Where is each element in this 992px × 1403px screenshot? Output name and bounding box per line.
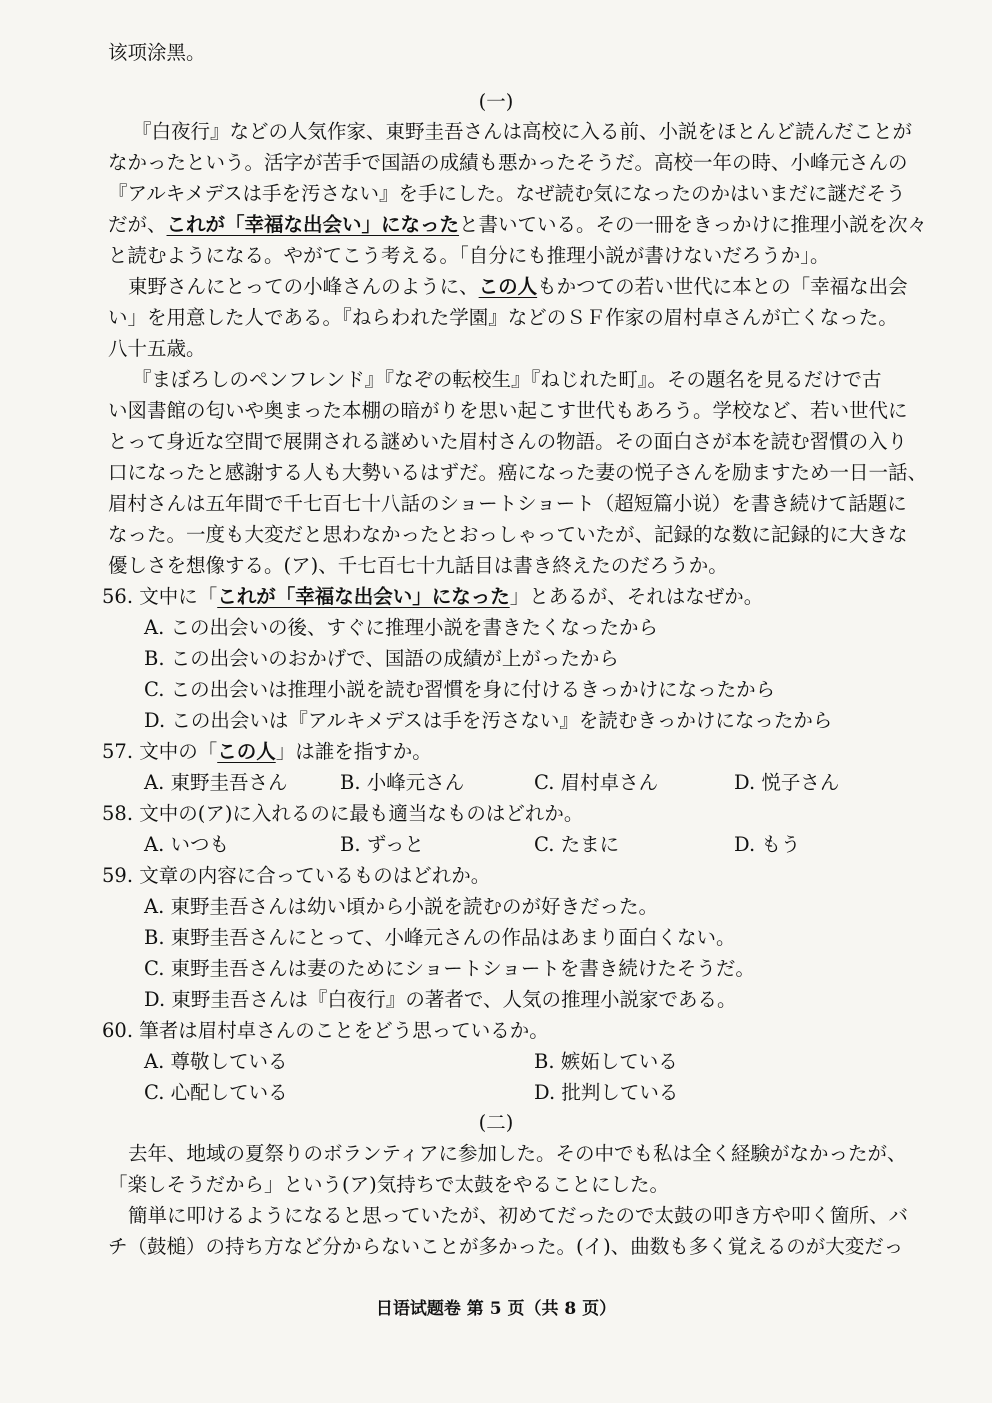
previous-page-fragment: 该项涂黑。 [108, 41, 206, 64]
option-b: B. ずっと [340, 833, 425, 856]
option-b: B. 嫉妬している [534, 1050, 678, 1073]
passage-line: 口になったと感謝する人も大勢いるはずだ。癌になった妻の悦子さんを励ますため一日一話、 [108, 461, 928, 484]
passage-line: なった。一度も大変だと思わなかったとおっしゃっていたが、記録的な数に記録的に大きな [108, 523, 908, 546]
option-b: B. 小峰元さん [340, 771, 465, 794]
passage-line: チ（鼓槌）の持ち方など分からないことが多かった。(イ)、曲数も多く覚えるのが大変だっ [108, 1235, 904, 1258]
question-stem: 60. 筆者は眉村卓さんのことをどう思っているか。 [102, 1019, 549, 1042]
section-heading-2: (二) [478, 1111, 514, 1134]
option-d: D. 悦子さん [734, 771, 840, 794]
passage-line: なかったという。活字が苦手で国語の成績も悪かったそうだ。高校一年の時、小峰元さんの [108, 151, 908, 174]
passage-line: 簡単に叩けるようになると思っていたが、初めてだったので太鼓の叩き方や叩く箇所、バ [128, 1204, 909, 1227]
passage-line: 八十五歳。 [108, 337, 206, 360]
option-a: A. 東野圭吾さん [144, 771, 288, 794]
question-stem: 58. 文中の(ア)に入れるのに最も適当なものはどれか。 [102, 802, 584, 825]
passage-line: 去年、地域の夏祭りのボランティアに参加した。その中でも私は全く経験がなかったが、 [128, 1142, 907, 1165]
passage-line: 優しさを想像する。(ア)、千七百七十九話目は書き終えたのだろうか。 [108, 554, 728, 577]
passage-line [108, 210, 928, 240]
option-c: C. この出会いは推理小説を読む習慣を身に付けるきっかけになったから [144, 678, 776, 701]
option-b: B. この出会いのおかげで、国語の成績が上がったから [144, 647, 619, 670]
passage-text: と書いている。その一冊をきっかけに推理小説を次々 [459, 213, 928, 236]
option-c: C. 東野圭吾さんは妻のためにショートショートを書き続けたそうだ。 [144, 957, 755, 980]
option-d: D. 批判している [534, 1081, 679, 1104]
option-a: A. 東野圭吾さんは幼い頃から小説を読むのが好きだった。 [144, 895, 658, 918]
question-stem: 59. 文章の内容に合っているものはどれか。 [102, 864, 491, 887]
quoted-phrase: これが「幸福な出会い」になった [217, 585, 510, 608]
option-b: B. 東野圭吾さんにとって、小峰元さんの作品はあまり面白くない。 [144, 926, 736, 949]
question-text: 56. 文中に「 [102, 585, 218, 608]
passage-line: 『まぼろしのペンフレンド』『なぞの転校生』『ねじれた町』。その題名を見るだけで古 [132, 368, 882, 391]
quoted-phrase: この人 [217, 740, 276, 763]
option-a: A. この出会いの後、すぐに推理小説を書きたくなったから [144, 616, 658, 639]
passage-line: い図書館の匂いや奥まった本棚の暗がりを思い起こす世代もあろう。学校など、若い世代に [108, 399, 908, 422]
option-d: D. この出会いは『アルキメデスは手を汚さない』を読むきっかけになったから [144, 709, 833, 732]
passage-line: い」を用意した人である。『ねらわれた学園』などのＳＦ作家の眉村卓さんが亡くなった。 [108, 306, 898, 329]
question-text: 」とあるが、それはなぜか。 [509, 585, 764, 608]
underlined-phrase-57: この人 [478, 275, 538, 298]
passage-line: 『白夜行』などの人気作家、東野圭吾さんは高校に入る前、小説をほとんど読んだことが [132, 120, 913, 143]
passage-line: 『アルキメデスは手を汚さない』を手にした。なぜ読む気になったのかはいまだに謎だそう [108, 182, 906, 205]
option-a: A. 尊敬している [144, 1050, 288, 1073]
question-text: 」は誰を指すか。 [275, 740, 432, 763]
option-d: D. 東野圭吾さんは『白夜行』の著者で、人気の推理小説家である。 [144, 988, 737, 1011]
passage-text: 東野さんにとっての小峰さんのように、 [128, 275, 479, 298]
passage-line: とって身近な空間で展開される謎めいた眉村さんの物語。その面白さが本を読む習慣の入り [108, 430, 908, 453]
passage-line [128, 272, 914, 302]
passage-text: もかつての若い世代に本との「幸福な出会 [537, 275, 908, 298]
option-c: C. 心配している [144, 1081, 288, 1104]
underlined-phrase-56: これが「幸福な出会い」になった [166, 213, 460, 236]
option-d: D. もう [734, 833, 801, 856]
option-a: A. いつも [144, 833, 229, 856]
option-c: C. たまに [534, 833, 620, 856]
question-stem [102, 582, 914, 612]
option-c: C. 眉村卓さん [534, 771, 659, 794]
question-stem [102, 737, 914, 767]
page-footer: 日语试题卷 第 5 页（共 8 页） [375, 1299, 617, 1319]
passage-line: 「楽しそうだから」という(ア)気持ちで太鼓をやることにした。 [108, 1173, 670, 1196]
passage-line: 眉村さんは五年間で千七百七十八話のショートショート（超短篇小说）を書き続けて話題に [108, 492, 907, 515]
passage-line: と読むようになる。やがてこう考える。「自分にも推理小説が書けないだろうか」。 [108, 244, 830, 267]
passage-text: だが、 [108, 213, 167, 236]
section-heading-1: (一) [478, 90, 514, 113]
question-text: 57. 文中の「 [102, 740, 218, 763]
